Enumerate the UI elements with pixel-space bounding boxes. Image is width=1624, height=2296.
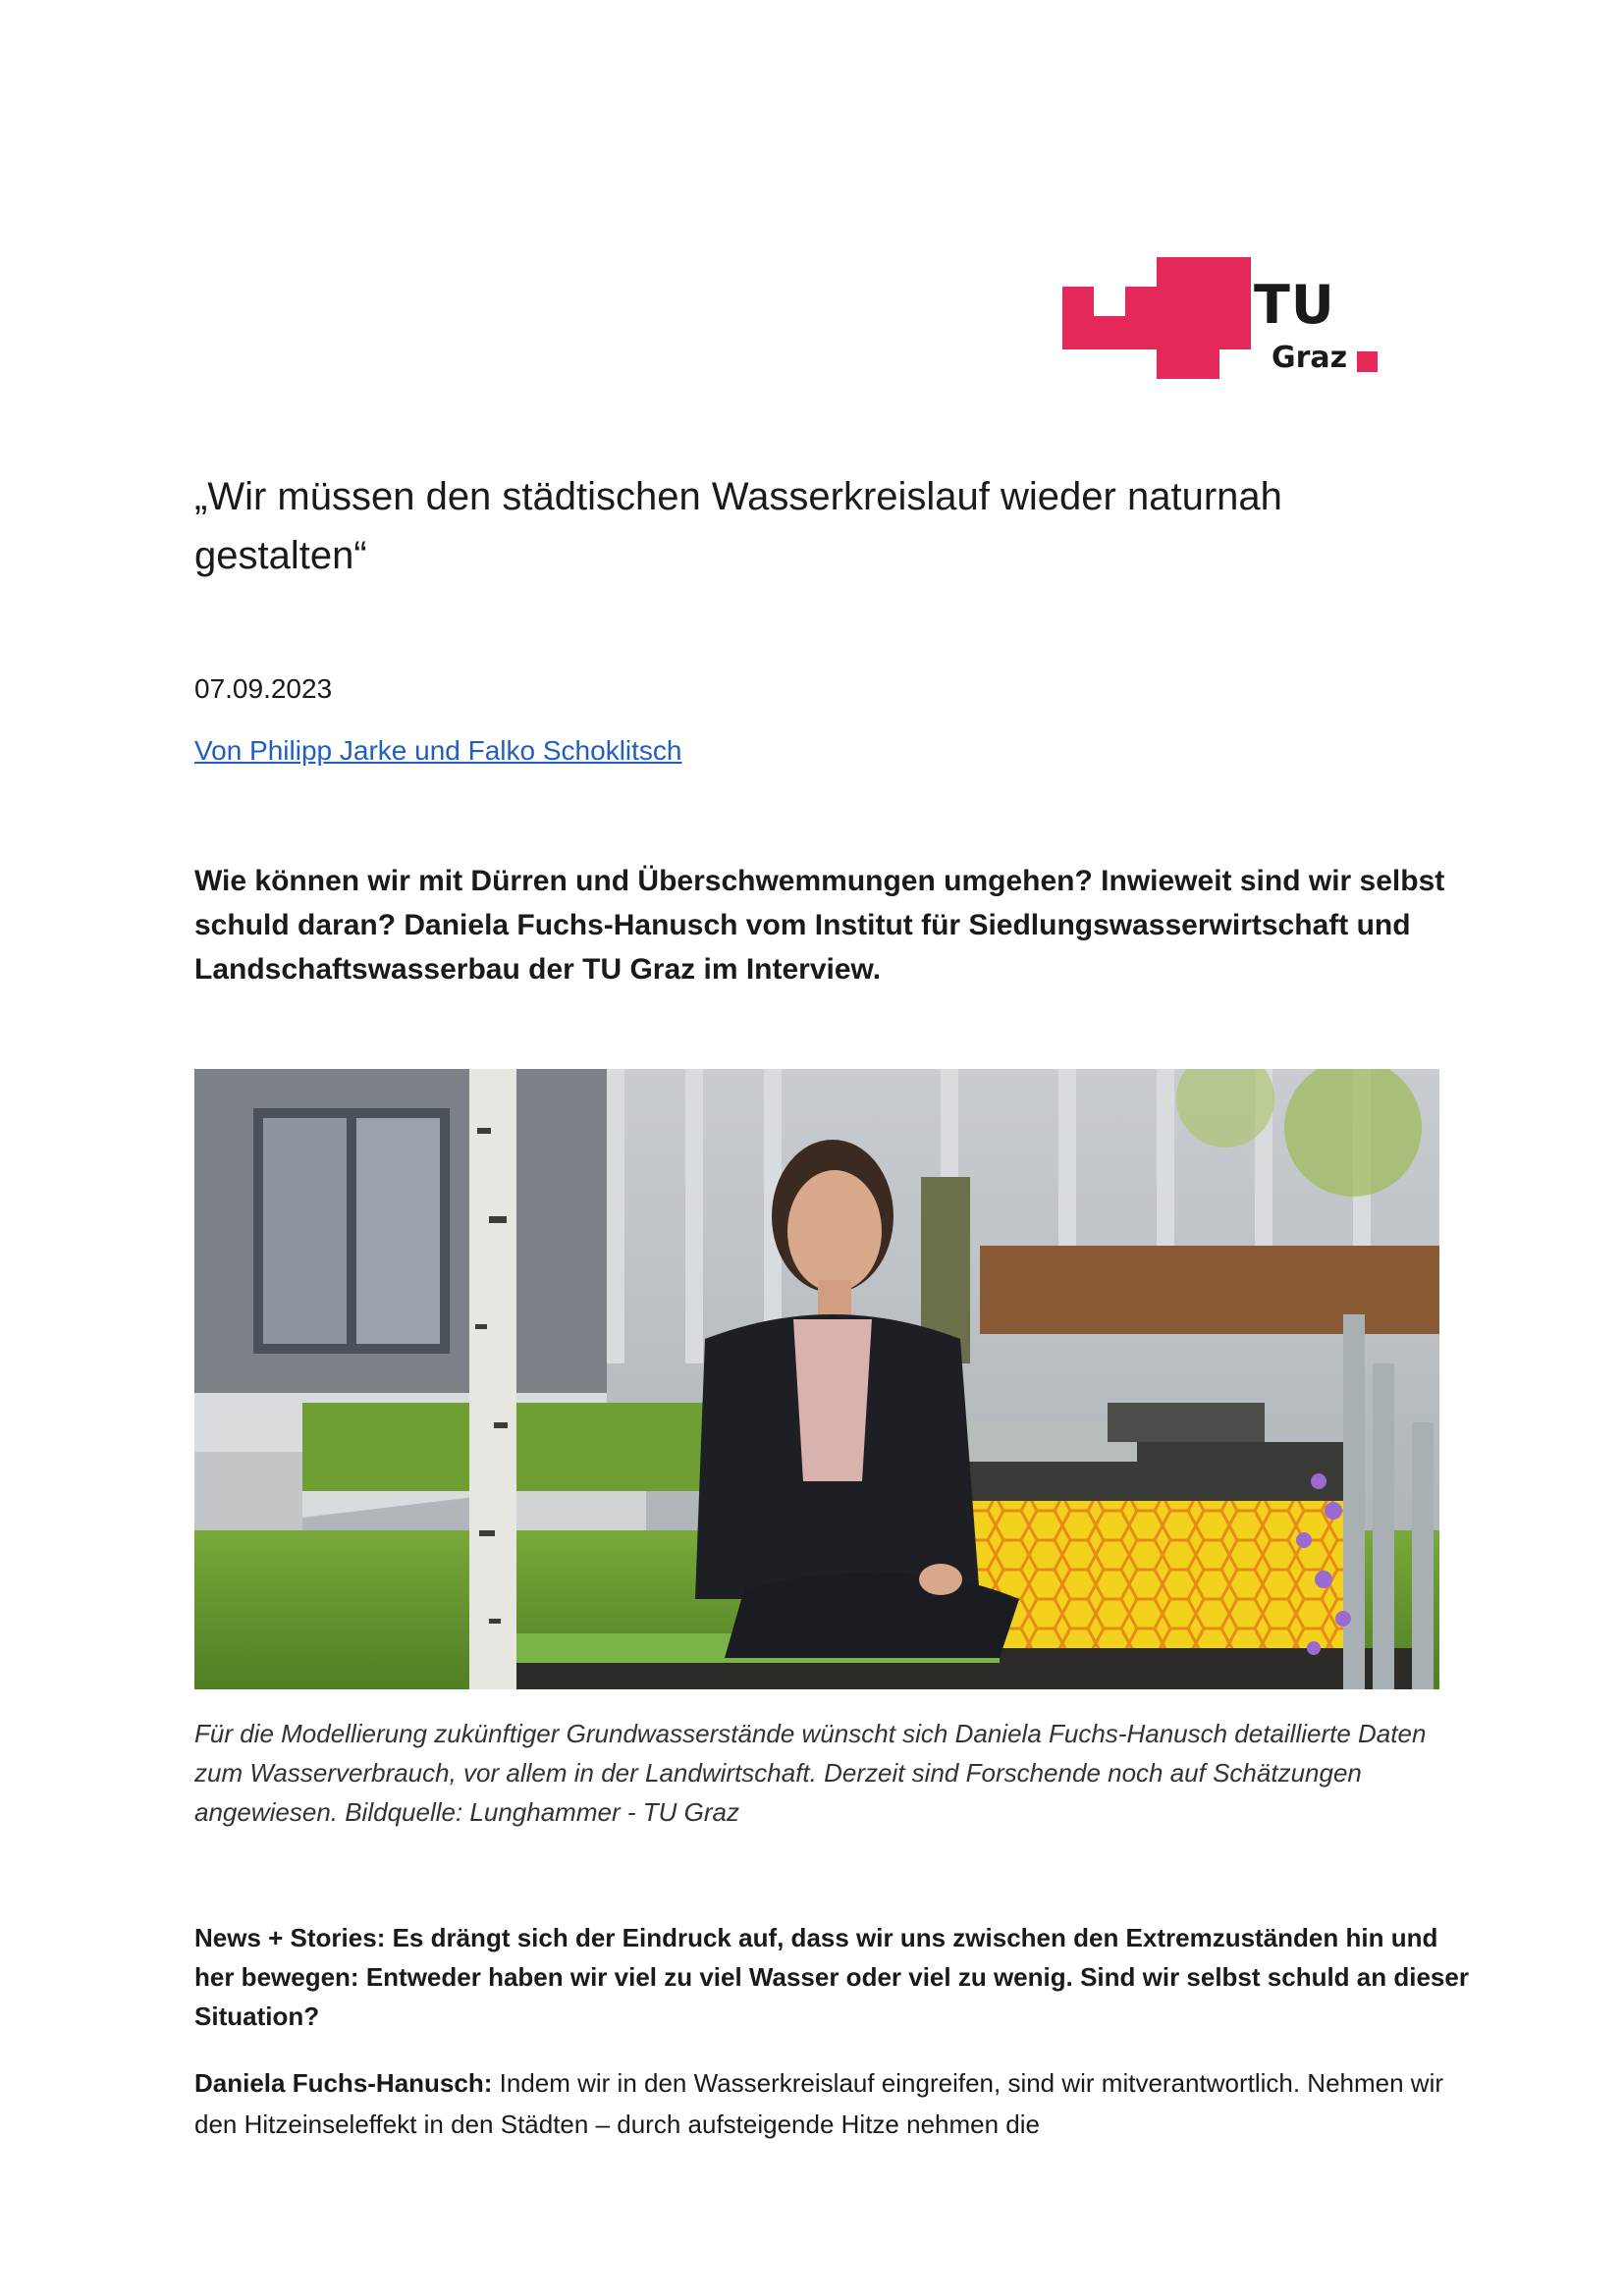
interview-answer	[194, 2062, 1471, 2145]
article-date: 07.09.2023	[194, 673, 333, 704]
article-lead: Wie können wir mit Dürren und Überschwemmungen umgehen? Inwieweit sind wir selbst schuld daran? Daniela Fuchs-Hanusch vom Institut für Siedlungswasserwirtschaft und Landschaftswasserbau der TU Graz im Interview.	[194, 865, 1445, 986]
interview-question: News + Stories: Es drängt sich der Eindruck auf, dass wir uns zwischen den Extremzuständen hin und her bewegen: Entweder haben wir viel zu viel Wasser oder viel zu wenig. Sind wir selbst schuld an dieser Situation?	[194, 1923, 1469, 2031]
logo-tu-text: TU	[1254, 274, 1335, 336]
answer-speaker: Daniela Fuchs-Hanusch:	[194, 2068, 493, 2098]
authors-link[interactable]: Von Philipp Jarke und Falko Schoklitsch	[194, 735, 682, 766]
photo-caption: Für die Modellierung zukünftiger Grundwasserstände wünscht sich Daniela Fuchs-Hanusch detaillierte Daten zum Wasserverbrauch, vor allem in der Landwirtschaft. Derzeit sind Forschende noch auf Schätzungen angewiesen. Bildquelle: Lunghammer - TU Graz	[194, 1719, 1427, 1827]
photo-illustration	[194, 1069, 1439, 1689]
tu-graz-logo	[1062, 257, 1380, 379]
answer-text: Indem wir in den Wasserkreislauf eingreifen, sind wir mitverantwortlich. Nehmen wir den Hitzeinseleffekt in den Städten – durch aufsteigende Hitze nehmen die	[194, 2068, 1444, 2139]
logo-graz-text: Graz	[1272, 341, 1348, 375]
article-title: „Wir müssen den städtischen Wasserkreislauf wieder naturnah gestalten“	[194, 475, 1282, 577]
article-photo	[194, 1069, 1439, 1689]
